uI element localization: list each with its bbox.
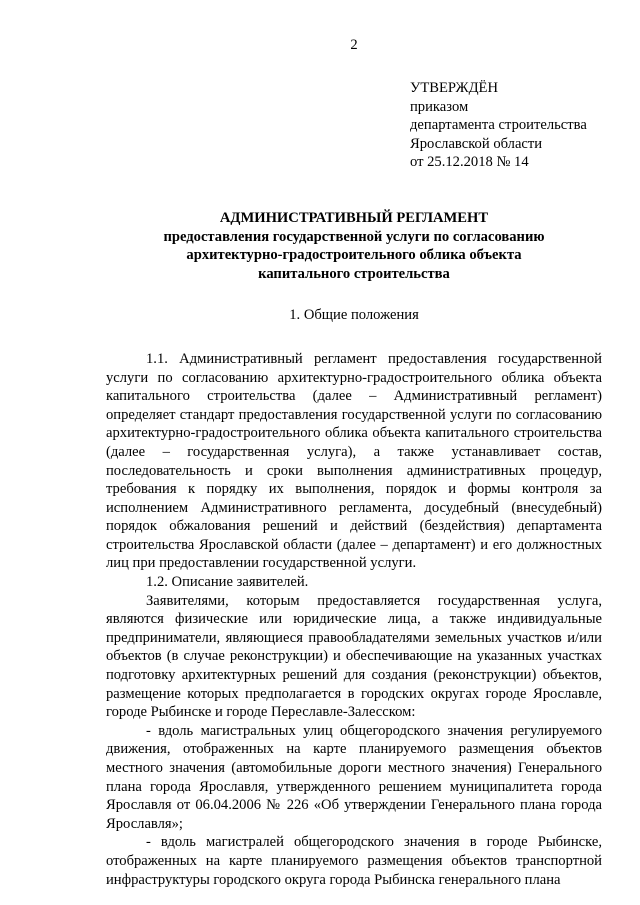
approval-line: от 25.12.2018 № 14 xyxy=(410,154,529,171)
section-heading: 1. Общие положения xyxy=(289,307,419,324)
title-line: АДМИНИСТРАТИВНЫЙ РЕГЛАМЕНТ xyxy=(219,209,489,226)
approval-line: Ярославской области xyxy=(410,135,543,152)
page-number: 2 xyxy=(350,37,358,53)
approval-line: департамента строительства xyxy=(410,117,587,134)
document-title xyxy=(106,209,602,283)
paragraph: - вдоль магистральных улиц общегородского значения регулируемого движения, отображенных на карте планируемого размещения объектов местного значения (автомобильные дороги местного значения) Генерального плана города Ярославля, утвержденного решением муниципалитета города Ярославля от 06.04.2006 № 226 «Об утверждении Генерального плана города Ярославля»; xyxy=(106,722,602,832)
body-text xyxy=(106,350,602,889)
approval-stamp xyxy=(410,79,602,172)
paragraph: - вдоль магистралей общегородского значения в городе Рыбинске, отображенных на карте планируемого размещения объектов транспортной инфраструктуры городского округа города Рыбинска генерального плана xyxy=(106,834,602,888)
approval-line: приказом xyxy=(410,98,469,115)
title-line: капитального строительства xyxy=(258,265,450,282)
approval-line: УТВЕРЖДЁН xyxy=(410,80,498,96)
title-line: архитектурно-градостроительного облика объекта xyxy=(186,247,522,264)
paragraph: 1.1. Административный регламент предоставления государственной услуги по согласованию архитектурно-градостроительного облика объекта капитального строительства (далее – Административный регламент) определяет стандарт предоставления государственной услуги по согласованию архитектурно-градостроительного облика объекта капитального строительства (далее – государственная услуга), а также устанавливает состав, последовательность и сроки выполнения административных процедур, требования к порядку их выполнения, порядок и формы контроля за исполнением Административного регламента, досудебный (внесудебный) порядок обжалования решений и действий (бездействия) департамента строительства Ярославской области (далее – департамент) и его должностных лиц при предоставлении государственной услуги. xyxy=(106,350,602,572)
title-line: предоставления государственной услуги по согласованию xyxy=(163,228,545,245)
paragraph: Заявителями, которым предоставляется государственная услуга, являются физические или юридические лица, а также индивидуальные предприниматели, являющиеся правообладателями земельных участков и/или объектов (в случае реконструкции) и обеспечивающие на указанных участках подготовку архитектурных решений для создания (реконструкции) объектов, размещение которых предполагается в городских округах городе Ярославле, городе Рыбинске и городе Переславле-Залесском: xyxy=(106,592,602,721)
paragraph: 1.2. Описание заявителей. xyxy=(146,574,309,591)
